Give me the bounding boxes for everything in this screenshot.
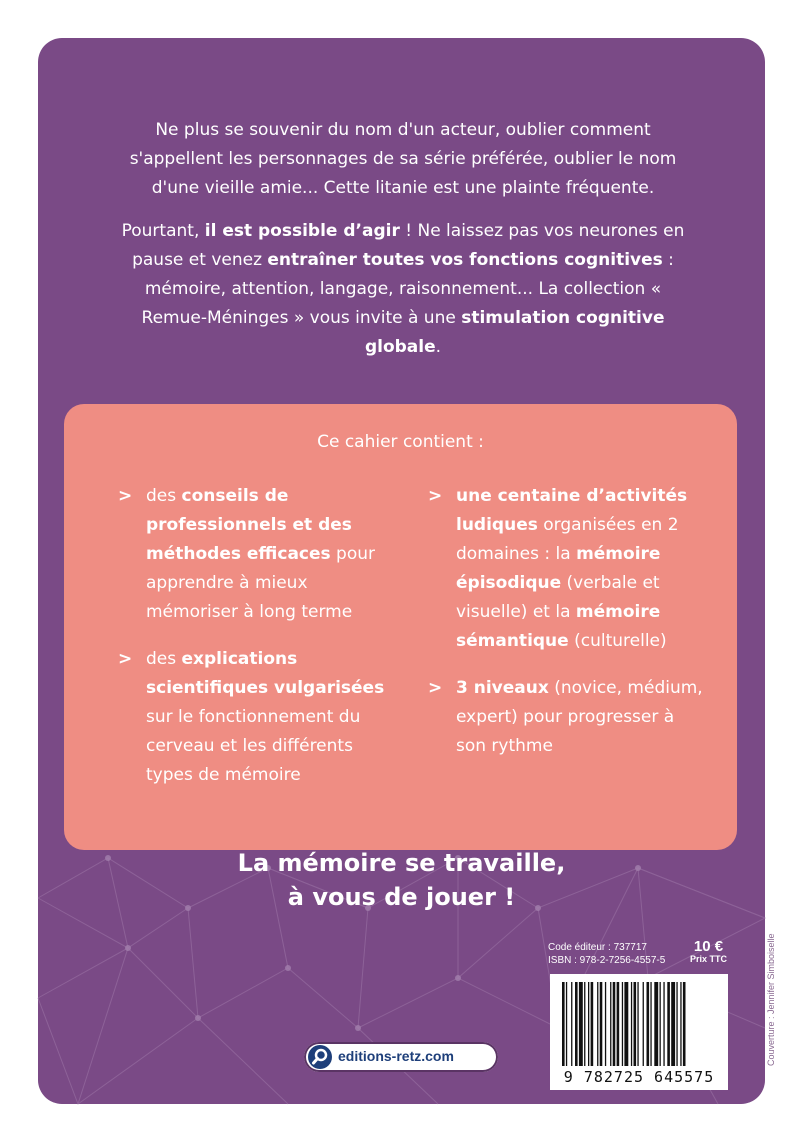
intro-paragraph-2 — [118, 217, 688, 362]
contents-column-right — [428, 482, 708, 779]
text-span: (verbale et visuelle) et la — [456, 573, 660, 622]
barcode-bar — [634, 982, 637, 1066]
publisher-code: Code éditeur : 737717 — [548, 942, 647, 953]
barcode-bar — [600, 982, 603, 1066]
barcode-bar — [622, 982, 623, 1066]
emphasis: mémoire sémantique — [456, 602, 661, 651]
text-span: organisées en 2 domaines : la — [456, 515, 679, 564]
emphasis: 3 niveaux — [456, 678, 549, 698]
barcode-bar — [617, 982, 620, 1066]
barcode-bar — [643, 982, 644, 1066]
price-amount: 10 € — [693, 938, 724, 955]
list-item — [428, 674, 708, 761]
barcode-bar — [597, 982, 598, 1066]
barcode-bar — [660, 982, 661, 1066]
barcode-bar — [591, 982, 594, 1066]
cover-credit: Couverture : Jennifer Simboiselle — [766, 933, 776, 1066]
barcode-number: 9 782725 645575 — [563, 1068, 715, 1086]
barcode-bar — [610, 982, 611, 1066]
contents-column-left — [118, 482, 388, 808]
emphasis: stimulation cognitive globale — [364, 308, 665, 357]
barcode-bar — [663, 982, 664, 1066]
text-span: ! Ne laissez pas vos neurones en pause et venez — [132, 221, 685, 270]
barcode-bar — [667, 982, 670, 1066]
chevron-right-icon: > — [118, 486, 133, 506]
barcode-bar — [683, 982, 686, 1066]
barcode-bar — [588, 982, 589, 1066]
tagline-line-2: à vous de jouer ! — [287, 883, 516, 911]
list-item — [118, 482, 388, 627]
contents-box — [64, 404, 737, 850]
text-span: (culturelle) — [568, 631, 667, 651]
chevron-right-icon: > — [118, 649, 133, 669]
text-span: (novice, médium, expert) pour progresser à son rythme — [456, 678, 703, 756]
tagline — [38, 846, 765, 914]
contents-title: Ce cahier contient : — [317, 432, 484, 452]
barcode-bar — [566, 982, 567, 1066]
barcode-bar — [654, 982, 658, 1066]
text-span: : mémoire, attention, langage, raisonnement... La collection « Remue-Méninges » vous invite à une — [141, 250, 674, 328]
chevron-right-icon: > — [428, 678, 443, 698]
emphasis: mémoire épisodique — [456, 544, 661, 593]
emphasis: une centaine d’activités ludiques — [456, 486, 688, 535]
barcode-bar — [575, 982, 578, 1066]
emphasis: entraîner toutes vos fonctions cognitives — [267, 250, 663, 270]
barcode-bar — [624, 982, 628, 1066]
emphasis: il est possible d’agir — [204, 221, 400, 241]
barcode-bar — [571, 982, 572, 1066]
barcode — [550, 974, 728, 1090]
chevron-right-icon: > — [428, 486, 443, 506]
intro-text — [118, 116, 688, 376]
price — [690, 938, 727, 964]
text-span: des — [146, 486, 182, 506]
barcode-bar — [671, 982, 675, 1066]
barcode-bar — [562, 982, 565, 1066]
barcode-bar — [605, 982, 606, 1066]
emphasis: explications scientifiques vulgarisées — [146, 649, 385, 698]
intro-paragraph-1: Ne plus se souvenir du nom d'un acteur, oublier comment s'appellent les personnages de sa série préférée, oublier le nom d'une vieille amie... Cette litanie est une plainte fréquente. — [129, 120, 677, 198]
text-span: pour apprendre à mieux mémoriser à long terme — [146, 544, 376, 622]
magnifier-icon — [308, 1045, 332, 1069]
emphasis: conseils de professionnels et des méthodes efficaces — [146, 486, 352, 564]
publisher-meta — [548, 941, 665, 967]
list-item — [428, 482, 708, 656]
website-link[interactable] — [304, 1042, 498, 1072]
text-span: Pourtant, — [121, 221, 205, 241]
barcode-bar — [647, 982, 650, 1066]
text-span: des — [146, 649, 182, 669]
barcode-bar — [631, 982, 632, 1066]
barcode-bar — [680, 982, 681, 1066]
barcode-bar — [613, 982, 616, 1066]
website-url: editions-retz.com — [338, 1048, 454, 1064]
price-label: Prix TTC — [690, 954, 728, 964]
barcode-bar — [650, 982, 651, 1066]
barcode-bar — [637, 982, 638, 1066]
barcode-bar — [676, 982, 677, 1066]
barcode-bar — [579, 982, 583, 1066]
text-span: . — [435, 337, 442, 357]
list-item — [118, 645, 388, 790]
tagline-line-1: La mémoire se travaille, — [237, 849, 566, 877]
back-cover — [38, 38, 776, 1104]
text-span: sur le fonctionnement du cerveau et les différents types de mémoire — [146, 707, 361, 785]
barcode-bar — [584, 982, 585, 1066]
isbn: ISBN : 978-2-7256-4557-5 — [548, 955, 666, 966]
